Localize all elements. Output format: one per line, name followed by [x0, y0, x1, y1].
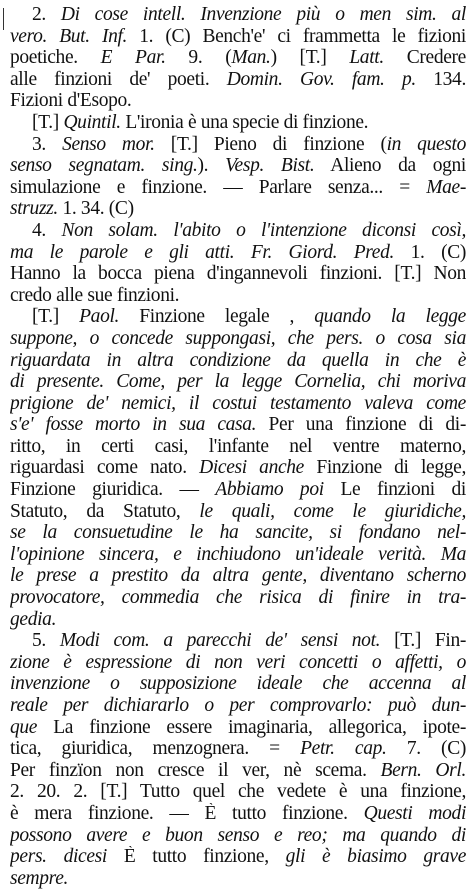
italic-text: reale per dichiararlo o per comprovarlo: può dun-	[10, 695, 466, 716]
italic-text: riguardata in altra condizione da quella in che è	[10, 349, 466, 371]
italic-text: le quali, come le giuridiche,	[199, 500, 466, 522]
text-line	[10, 652, 466, 674]
text-line	[10, 479, 466, 501]
text-line	[10, 522, 466, 544]
text-line	[10, 587, 466, 609]
italic-text: Quintil.	[63, 111, 121, 133]
roman-text: Finzione legale ,	[119, 306, 315, 328]
italic-text: Vesp. Bist.	[225, 155, 315, 177]
italic-text: Questi modi	[363, 802, 466, 824]
roman-text: 5.	[32, 630, 60, 652]
roman-text: 3.	[32, 133, 63, 155]
roman-text: Le finzioni di	[323, 479, 466, 501]
roman-text: riguardasi come nato.	[10, 457, 200, 479]
roman-text: 9. (	[165, 47, 232, 69]
italic-text: prigione de' nemici, il costui testamento valeva come	[10, 392, 466, 414]
roman-text: [T.] Fin-	[380, 630, 466, 652]
text-line	[10, 738, 466, 760]
text-line	[10, 371, 466, 393]
roman-text: [T.]	[32, 306, 80, 328]
text-line	[10, 198, 466, 220]
text-line	[10, 285, 466, 307]
italic-text: que	[10, 716, 38, 738]
italic-text: possono avere e buon senso e reo; ma quando di	[10, 824, 466, 846]
italic-text: vero. But. Inf.	[10, 25, 128, 47]
text-line	[10, 846, 466, 868]
roman-text: poetiche.	[10, 47, 101, 69]
italic-text: Petr. cap.	[300, 738, 387, 760]
text-line	[10, 134, 466, 156]
roman-text: [T.] Pieno di finzione (	[154, 133, 387, 155]
italic-text: quando la legge	[314, 306, 466, 328]
roman-text: ritto, in certi casi, l'infante nel ventre materno,	[10, 435, 466, 457]
roman-text: Per una finzione di di-	[256, 414, 466, 436]
italic-text: Paol.	[79, 306, 120, 328]
italic-text: Bern. Orl.	[380, 759, 466, 781]
roman-text: 1. (C)	[394, 241, 466, 263]
italic-text: sempre.	[10, 867, 69, 889]
roman-text: Statuto, da Statuto,	[10, 500, 200, 522]
roman-text: Per finzïon non cresce il ver, nè scema.	[10, 759, 381, 781]
text-line	[10, 436, 466, 458]
roman-text: 2. 20. 2. [T.] Tutto quel che vedete è una finzione,	[10, 781, 466, 803]
roman-text: tica, giuridica, menzognera. =	[10, 738, 301, 760]
italic-text: suppone, o concede suppongasi, che pers. o cosa sia	[10, 327, 466, 349]
italic-text: di presente. Come, per la legge Cornelia, chi moriva	[10, 371, 466, 393]
text-line	[10, 155, 466, 177]
entry-text	[10, 4, 466, 889]
roman-text: [T.]	[32, 111, 64, 133]
text-line	[10, 501, 466, 523]
text-line	[10, 717, 466, 739]
text-line	[10, 306, 466, 328]
roman-text: simulazione e finzione. — Parlare senza... =	[10, 176, 427, 198]
text-line	[10, 47, 466, 69]
italic-text: Dicesi anche	[199, 457, 304, 479]
italic-text: Abbiamo poi	[215, 479, 324, 501]
italic-text: s'e' fosse morto in sua casa.	[10, 414, 257, 436]
italic-text: Domin. Gov. fam. p.	[226, 68, 416, 90]
italic-text: senso segnatam. sing.	[10, 155, 198, 177]
italic-text: Latt.	[349, 47, 384, 69]
italic-text: le prese a prestito da altra gente, diventano scherno	[10, 565, 466, 587]
italic-text: Di cose intell. Invenzione più o men sim. al	[60, 4, 466, 25]
italic-text: in questo	[386, 133, 466, 155]
roman-text: 134.	[415, 68, 466, 90]
roman-text: Alieno da ogni	[314, 155, 466, 177]
text-line	[10, 328, 466, 350]
text-line	[10, 69, 466, 91]
roman-text: 4.	[32, 219, 62, 241]
roman-text: è mera finzione. — È tutto finzione.	[10, 802, 364, 824]
text-line	[10, 177, 466, 199]
roman-text: ) [T.]	[270, 47, 350, 69]
italic-text: Mae-	[426, 176, 466, 198]
roman-text: Credere	[383, 47, 466, 69]
roman-text: ).	[197, 155, 226, 177]
text-line	[10, 760, 466, 782]
italic-text: l'opinione sincera, e inchiudono un'ideale verità. Ma	[10, 543, 466, 565]
text-line	[10, 544, 466, 566]
text-line	[10, 457, 466, 479]
roman-text: La finzione essere imaginaria, allegorica, ipote-	[37, 716, 466, 738]
italic-text: E Par.	[100, 47, 166, 69]
italic-text: gedia.	[10, 608, 57, 630]
text-line	[10, 565, 466, 587]
text-line	[10, 781, 466, 803]
roman-text: È tutto finzione,	[106, 846, 286, 868]
text-line	[10, 350, 466, 372]
italic-text: Non solam. l'abito o l'intenzione diconsi così,	[61, 219, 466, 241]
text-line	[10, 803, 466, 825]
text-line	[10, 112, 466, 134]
roman-text: Fizioni d'Esopo.	[10, 90, 132, 112]
roman-text: alle finzioni de' poeti.	[10, 68, 227, 90]
roman-text: 7. (C)	[386, 738, 466, 760]
text-line	[10, 695, 466, 717]
roman-text: 2.	[32, 4, 61, 25]
italic-text: ma le parole e gli atti. Fr. Giord. Pred.	[10, 241, 395, 263]
text-line	[10, 609, 466, 631]
text-line	[10, 263, 466, 285]
text-line	[10, 90, 466, 112]
roman-text: credo alle sue finzioni.	[10, 284, 180, 306]
text-line	[10, 26, 466, 48]
italic-text: invenzione o supposizione ideale che accenna al	[10, 673, 466, 695]
italic-text: gli è biasimo grave	[285, 846, 466, 868]
text-line	[10, 220, 466, 242]
text-line	[10, 825, 466, 847]
text-line	[10, 4, 466, 26]
italic-text: zione è espressione di non veri concetti o affetti, o	[10, 651, 466, 673]
italic-text: Man.	[231, 47, 271, 69]
roman-text: 1. (C) Bench'e' ci frammetta le fizioni	[127, 25, 466, 47]
roman-text: Finzione giuridica. —	[10, 479, 216, 501]
italic-text: Senso mor.	[62, 133, 155, 155]
italic-text: struzz.	[10, 198, 58, 220]
italic-text: se la consuetudine le ha sancite, si fondano nel-	[10, 522, 466, 544]
column-edge-mark	[3, 8, 4, 30]
italic-text: pers. dicesi	[10, 846, 107, 868]
roman-text: 1. 34. (C)	[57, 198, 134, 220]
text-line	[10, 393, 466, 415]
text-line	[10, 414, 466, 436]
roman-text: L'ironia è una specie di finzione.	[120, 111, 369, 133]
roman-text: Finzione di legge,	[303, 457, 466, 479]
text-line	[10, 673, 466, 695]
text-line	[10, 630, 466, 652]
text-line	[10, 868, 466, 889]
roman-text: Hanno la bocca piena d'ingannevoli finzioni. [T.] Non	[10, 263, 466, 285]
italic-text: Modi com. a parecchi de' sensi not.	[59, 630, 381, 652]
text-line	[10, 242, 466, 264]
italic-text: provocatore, commedia che risica di finire in tra-	[10, 587, 466, 609]
